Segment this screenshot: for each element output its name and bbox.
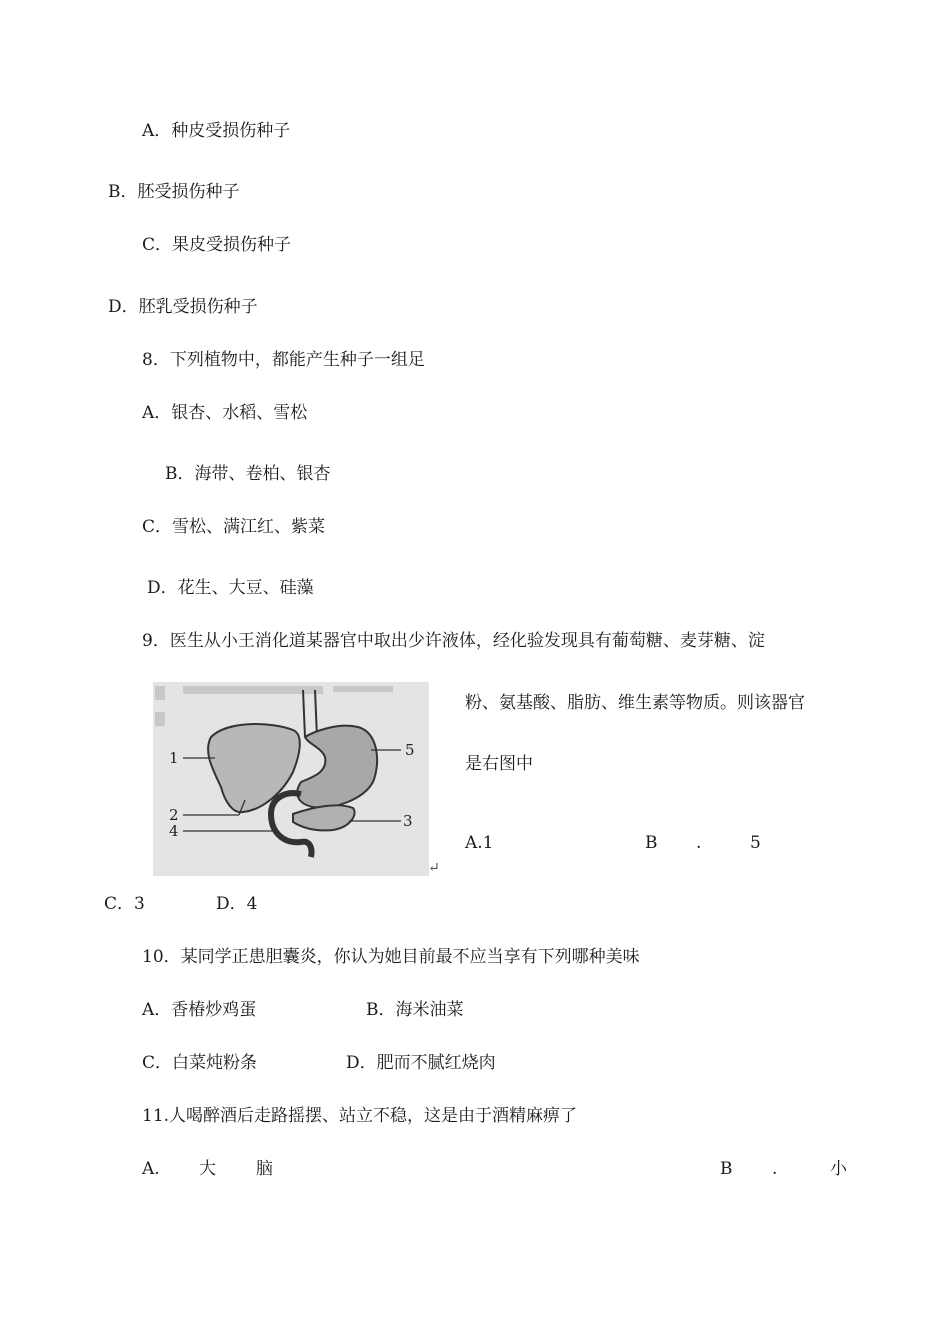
q11-option-a-char1: 大 [199, 1159, 216, 1179]
q11-option-a-letter: A. [142, 1159, 160, 1179]
q9-stem: 9．医生从小王消化道某器官中取出少许液体，经化验发现具有葡萄糖、麦芽糖、淀 [142, 631, 765, 651]
q8-option-a: A．银杏、水稻、雪松 [142, 403, 308, 423]
q10-option-d: D．肥而不腻红烧肉 [346, 1053, 496, 1073]
q9-stem-continued-1: 粉、氨基酸、脂肪、维生素等物质。则该器官 [465, 693, 805, 713]
figure-label-2: 2 [169, 806, 179, 824]
q9-option-a: A.1 [465, 833, 494, 853]
figure-label-4: 4 [169, 822, 179, 840]
q10-option-b: B．海米油菜 [366, 1000, 464, 1020]
q7-option-b: B．胚受损伤种子 [108, 182, 240, 202]
q11-stem: 11.人喝醉酒后走路摇摆、站立不稳，这是由于酒精麻痹了 [142, 1106, 578, 1126]
q7-option-a: A．种皮受损伤种子 [142, 121, 291, 141]
q8-option-d: D．花生、大豆、硅藻 [147, 578, 314, 598]
paragraph-return-mark: ↵ [428, 860, 440, 876]
q10-stem: 10．某同学正患胆囊炎，你认为她目前最不应当享有下列哪种美味 [142, 947, 640, 967]
q11-option-a-char2: 脑 [256, 1159, 273, 1179]
figure-label-5: 5 [405, 741, 415, 759]
digestive-system-figure [153, 682, 429, 876]
q9-option-d: D．4 [216, 894, 258, 914]
q10-option-a: A．香椿炒鸡蛋 [142, 1000, 257, 1020]
q8-stem: 8．下列植物中，都能产生种子一组足 [142, 350, 425, 370]
q11-option-b-char1: 小 [830, 1159, 847, 1179]
q7-option-c: C．果皮受损伤种子 [142, 235, 292, 255]
q9-option-c: C．3 [104, 894, 145, 914]
q7-option-d: D．胚乳受损伤种子 [108, 297, 258, 317]
figure-label-1: 1 [169, 749, 179, 767]
figure-label-3: 3 [403, 812, 413, 830]
q9-stem-continued-2: 是右图中 [465, 754, 533, 774]
q9-option-b-letter: B [645, 833, 658, 853]
q9-option-b-dot: . [696, 833, 702, 853]
q11-option-b-dot: . [772, 1159, 778, 1179]
q10-option-c: C．白菜炖粉条 [142, 1053, 258, 1073]
q8-option-c: C．雪松、满江红、紫菜 [142, 517, 326, 537]
q11-option-b-letter: B [720, 1159, 733, 1179]
q8-option-b: B．海带、卷柏、银杏 [165, 464, 331, 484]
q9-option-b-value: 5 [750, 833, 761, 853]
